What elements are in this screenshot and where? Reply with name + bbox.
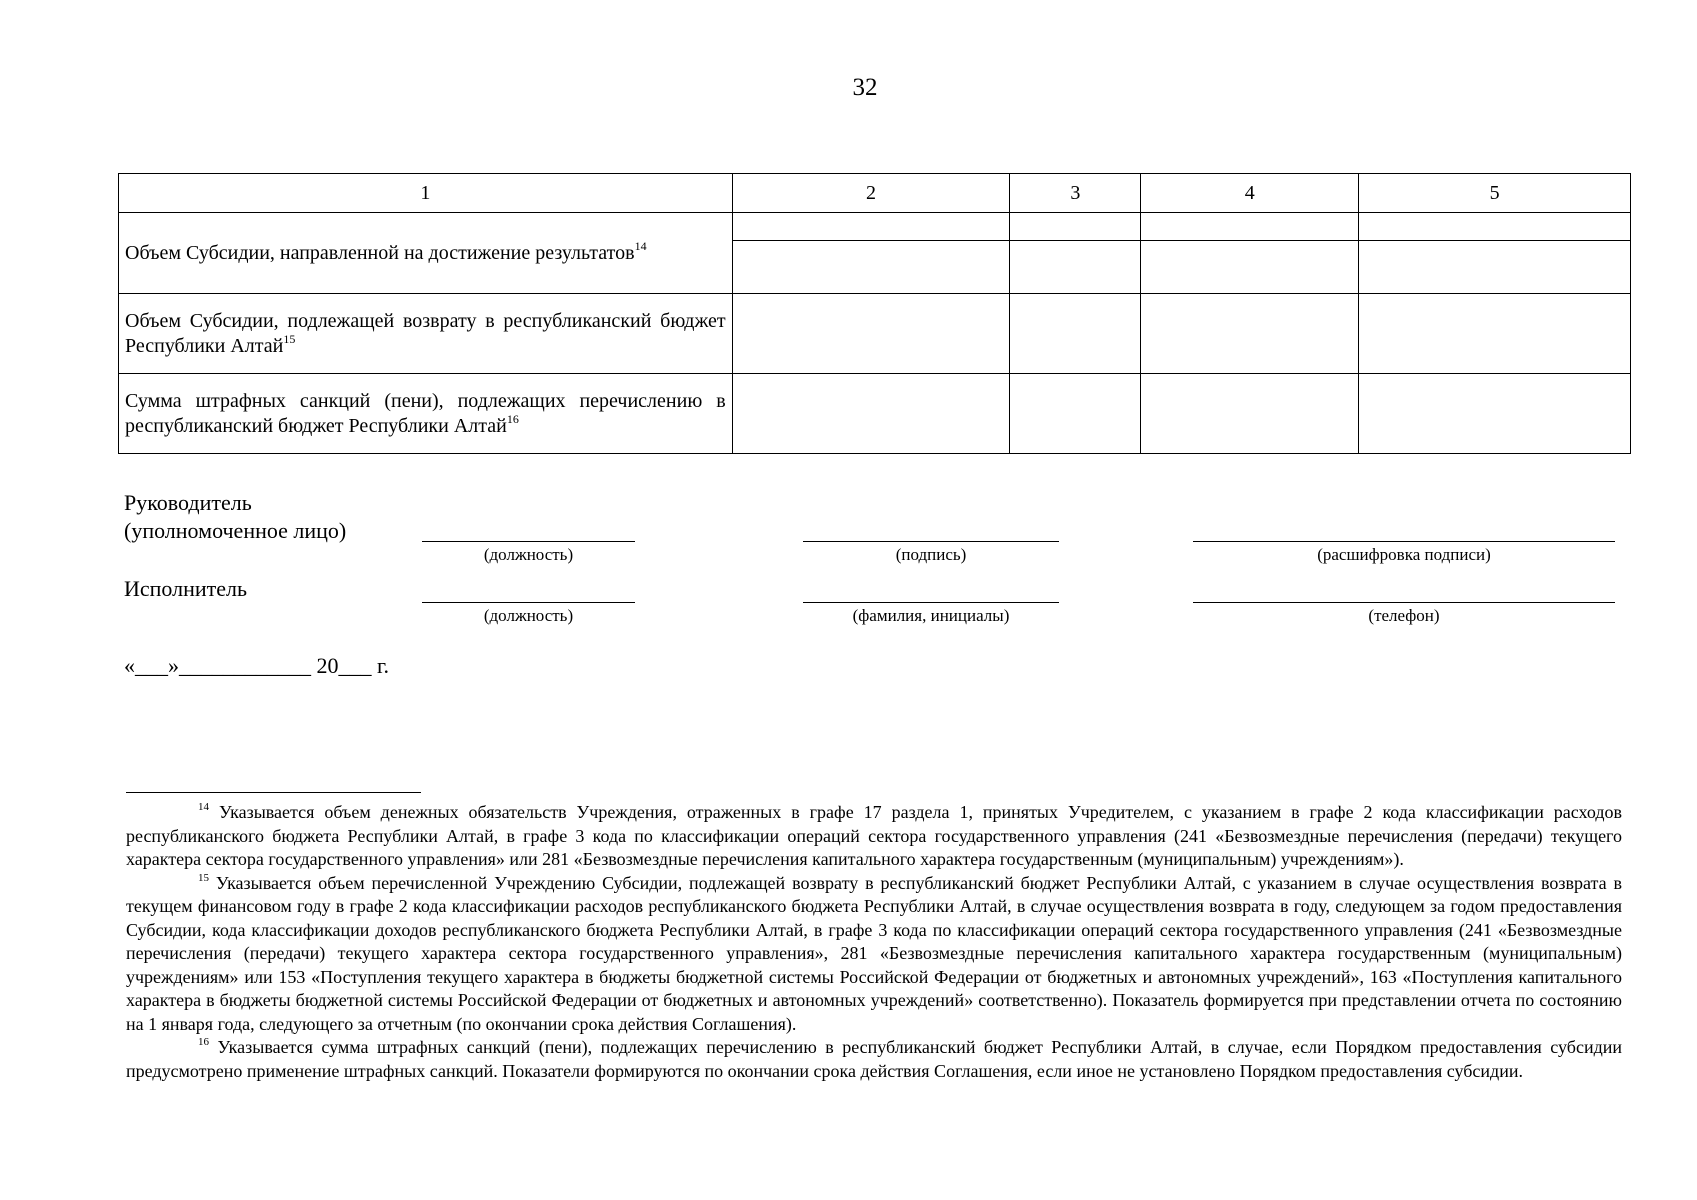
- table-header-row: [119, 174, 1631, 213]
- footnote-ref: 14: [634, 238, 647, 253]
- footnote-ref: 16: [506, 411, 519, 426]
- table-cell: [732, 213, 1010, 241]
- column-header-4: 4: [1141, 174, 1359, 213]
- table-cell: [732, 294, 1010, 374]
- table-cell: [1141, 294, 1359, 374]
- authorized-person-label: (уполномоченное лицо): [124, 518, 347, 543]
- column-header-2: 2: [732, 174, 1010, 213]
- footnote-14: $^{14}$ Указывается объем денежных обязательств Учреждения, отраженных в графе 17 раздела 1, принятых Учредителем, с указанием в графе 2 кода классификации расходов республиканского бюджета Республики Алтай, в графе 3 кода по классификации операций сектора государственного управления (241 «Безвозмездные перечисления (передачи) текущего характера сектора государственного управления» или 281 «Безвозмездные перечисления капитального характера государственным (муниципальным) учреждениям»).: [126, 801, 1622, 869]
- executor-position-line: [422, 602, 635, 603]
- executor-phone-caption: (телефон): [1368, 606, 1440, 625]
- column-header-3: 3: [1010, 174, 1141, 213]
- executor-position-caption: (должность): [483, 606, 574, 625]
- table-row: [119, 374, 1631, 454]
- signature-decoding-line: [1193, 541, 1615, 542]
- footnote-separator: [126, 792, 421, 793]
- footnote-ref: 15: [283, 331, 296, 346]
- column-header-1: 1: [119, 174, 733, 213]
- column-header-5: 5: [1359, 174, 1631, 213]
- executor-name-caption: (фамилия, инициалы): [852, 606, 1010, 625]
- table-cell: [732, 241, 1010, 294]
- head-label: Руководитель: [124, 490, 252, 515]
- row-label-penalties: Сумма штрафных санкций (пени), подлежащих перечислению в республиканский бюджет Республики Алтай$^{16}$: [119, 374, 733, 454]
- table-cell: [1359, 294, 1631, 374]
- table-cell: [1359, 374, 1631, 454]
- table-cell: [1010, 294, 1141, 374]
- row-label-subsidy-return: Объем Субсидии, подлежащей возврату в республиканский бюджет Республики Алтай$^{15}$: [119, 294, 733, 374]
- row-label-subsidy-results: Объем Субсидии, направленной на достижение результатов$^{14}$: [119, 213, 733, 294]
- table-cell: [1010, 374, 1141, 454]
- signature-decoding-caption: (расшифровка подписи): [1317, 545, 1491, 564]
- table-cell: [732, 374, 1010, 454]
- footnote-15: $^{15}$ Указывается объем перечисленной Учреждению Субсидии, подлежащей возврату в республиканский бюджет Республики Алтай, с указанием в случае осуществления возврата в текущем финансовом году в графе 2 кода классификации расходов республиканского бюджета Республики Алтай, в случае осуществления возврата в году, следующем за годом предоставления Субсидии, кода классификации доходов республиканского бюджета Республики Алтай, в графе 3 кода по классификации операций сектора государственного управления (241 «Безвозмездные перечисления (передачи) текущего характера сектора государственного управления», 281 «Безвозмездные перечисления капитального характера государственным (муниципальным) учреждениям» или 153 «Поступления текущего характера в бюджеты бюджетной системы Российской Федерации от бюджетных и автономных учреждений», 163 «Поступления капитального характера в бюджеты бюджетной системы Российской Федерации от бюджетных и автономных учреждений» соответственно). Показатель формируется при представлении отчета по состоянию на 1 января года, следующего за отчетным (по окончании срока действия Соглашения).: [126, 871, 1622, 1034]
- table-row: [119, 294, 1631, 374]
- signature-line: [803, 541, 1059, 542]
- table-cell: [1010, 241, 1141, 294]
- table-cell: [1141, 213, 1359, 241]
- signature-caption: (подпись): [895, 545, 967, 564]
- table-cell: [1359, 213, 1631, 241]
- footnote-16: $^{16}$ Указывается сумма штрафных санкций (пени), подлежащих перечислению в республиканский бюджет Республики Алтай, в случае, если Порядком предоставления субсидии предусмотрено применение штрафных санкций. Показатели формируются по окончании срока действия Соглашения, если иное не установлено Порядком предоставления субсидии.: [126, 1036, 1623, 1081]
- table-cell: [1359, 241, 1631, 294]
- table-cell: [1141, 241, 1359, 294]
- position-signature-line: [422, 541, 635, 542]
- report-table: [118, 173, 1631, 454]
- table-cell: [1010, 213, 1141, 241]
- executor-label: Исполнитель: [124, 576, 248, 601]
- executor-phone-line: [1193, 602, 1615, 603]
- page-number: 32: [852, 74, 878, 101]
- date-field: «___»____________ 20___ г.: [124, 653, 390, 678]
- executor-name-line: [803, 602, 1059, 603]
- table-cell: [1141, 374, 1359, 454]
- footnotes: [126, 801, 1622, 1083]
- position-caption: (должность): [483, 545, 574, 564]
- table-row: [119, 213, 1631, 241]
